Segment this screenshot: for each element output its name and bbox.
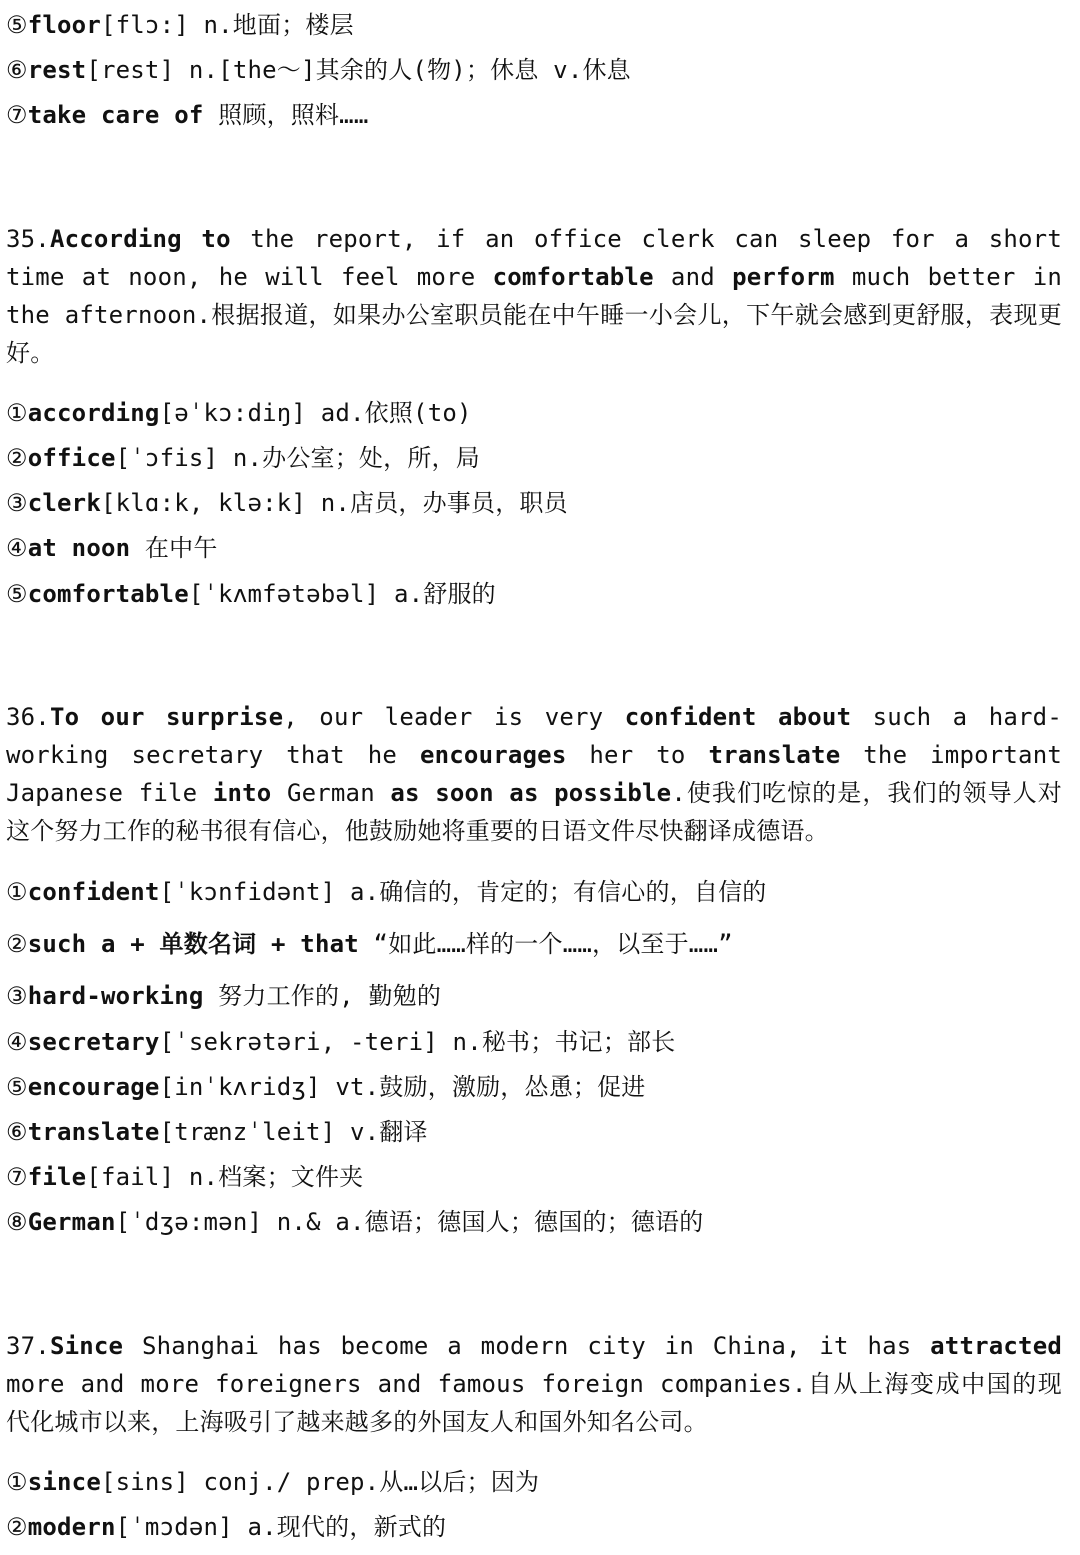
vocab-item [6,927,1062,961]
vocab-item [6,875,1062,909]
item-marker: ⑤ [6,1073,28,1101]
vocab-definition: [əˈkɔ:diŋ] ad.依照(to) [159,399,472,427]
sentence-35 [6,220,1062,372]
vocab-word: at noon [27,534,131,562]
item-marker: ① [6,878,28,906]
vocab-item [6,531,1062,565]
item-marker: ⑤ [6,580,28,608]
item-marker: ④ [6,534,28,562]
vocab-word: modern [27,1513,116,1541]
item-marker: ⑦ [6,1163,28,1191]
seg: perform [732,263,835,291]
seg: more and more foreigners and famous foreign companies.自从上海变成中国的现代化城市以来，上海吸引了越来越多的外国友人和国外知名公司。 [6,1370,1062,1436]
vocab-item [6,1205,1062,1239]
vocab-definition: 努力工作的, 勤勉的 [203,982,442,1010]
item-marker: ② [6,1513,28,1541]
vocab-word: such a + 单数名词 + that [27,930,359,958]
item-marker: ⑧ [6,1208,28,1236]
seg: confident about [624,703,852,731]
vocab-word: translate [27,1118,160,1146]
vocab-definition: [ˈkɔnfidənt] a.确信的，肯定的；有信心的，自信的 [159,878,767,906]
vocab-item [6,486,1062,520]
seg: According to [49,225,231,253]
vocab-definition: [rest] n.[the～]其余的人(物)；休息 v.休息 [86,56,631,84]
vocab-definition: [ˈsekrətəri, -teri] n.秘书；书记；部长 [159,1028,676,1056]
sentence-number: 35. [6,225,50,253]
item-marker: ③ [6,489,28,517]
sentence-number: 37. [6,1332,50,1360]
item-marker: ② [6,444,28,472]
vocab-word: office [27,444,116,472]
vocab-definition: [ˈkʌmfətəbəl] a.舒服的 [188,580,496,608]
vocab-definition: [ˈmɔdən] a.现代的，新式的 [115,1513,447,1541]
vocab-word: secretary [27,1028,160,1056]
seg: German [271,779,391,807]
item-marker: ⑥ [6,1118,28,1146]
seg: her to [566,741,709,769]
vocab-definition: “如此……样的一个……，以至于……” [358,930,733,958]
vocab-word: take care of [27,101,204,129]
seg: much better in the afternoon.根据报道，如果办公室职员能在中午睡一小会儿，下午就会感到更舒服，表现更好。 [6,263,1062,367]
sentence-36 [6,698,1062,850]
vocab-definition: [ˈdʒə:mən] n.& a.德语；德国人；德国的；德语的 [115,1208,704,1236]
seg: .使我们吃惊的是，我们的领导人对这个努力工作的秘书很有信心，他鼓励她将重要的日语文件尽快翻译成德语。 [6,779,1062,845]
seg: comfortable [492,263,654,291]
vocab-word: rest [27,56,87,84]
vocab-definition: [fail] n.档案；文件夹 [86,1163,364,1191]
vocab-definition: [inˈkʌridʒ] vt.鼓励，激励，怂恿；促进 [159,1073,646,1101]
sentence-number: 36. [6,703,50,731]
item-marker: ⑦ [6,101,28,129]
seg: attracted [930,1332,1062,1360]
item-marker: ④ [6,1028,28,1056]
vocab-word: according [27,399,160,427]
vocab-word: encourage [27,1073,160,1101]
item-marker: ⑥ [6,56,28,84]
item-marker: ① [6,1468,28,1496]
seg: the report, if an office clerk can sleep for a short time at noon, he will feel more [6,225,1062,291]
seg: translate [708,741,841,769]
vocab-word: German [27,1208,116,1236]
seg: encourages [419,741,567,769]
seg: the important Japanese file [6,741,1062,807]
vocab-definition: [flɔ:] n.地面；楼层 [100,11,354,39]
seg: as soon as possible [390,779,672,807]
vocab-item [6,98,1062,132]
sentence-37 [6,1327,1062,1441]
vocab-item [6,979,1062,1013]
vocab-item [6,1160,1062,1194]
vocab-item [6,53,1062,87]
seg: Shanghai has become a modern city in China, it has [123,1332,931,1360]
vocab-definition: 在中午 [130,534,218,562]
vocab-definition: [sins] conj./ prep.从…以后；因为 [100,1468,540,1496]
vocab-word: since [27,1468,101,1496]
vocab-word: floor [27,11,101,39]
vocab-word: clerk [27,489,101,517]
item-marker: ② [6,930,28,958]
vocab-definition: [klɑ:k, klə:k] n.店员，办事员，职员 [100,489,568,517]
vocab-item [6,1465,1062,1499]
vocab-word: comfortable [27,580,189,608]
seg: , our leader is very [283,703,625,731]
vocab-word: hard-working [27,982,204,1010]
vocab-word: file [27,1163,87,1191]
item-marker: ⑤ [6,11,28,39]
seg: such a hard-working secretary that he [6,703,1062,769]
item-marker: ① [6,399,28,427]
item-marker: ③ [6,982,28,1010]
vocab-item [6,8,1062,42]
vocab-item [6,1070,1062,1104]
seg: Since [49,1332,124,1360]
vocab-definition: 照顾，照料…… [203,101,369,129]
seg: To our surprise [49,703,284,731]
seg: and [653,263,733,291]
vocab-item [6,441,1062,475]
seg: into [212,779,272,807]
vocab-item [6,577,1062,611]
vocab-definition: [ˈɔfis] n.办公室；处，所，局 [115,444,480,472]
vocab-word: confident [27,878,160,906]
vocab-item [6,396,1062,430]
vocab-item [6,1510,1062,1544]
vocab-definition: [trænzˈleit] v.翻译 [159,1118,428,1146]
vocab-item [6,1025,1062,1059]
vocab-item [6,1115,1062,1149]
